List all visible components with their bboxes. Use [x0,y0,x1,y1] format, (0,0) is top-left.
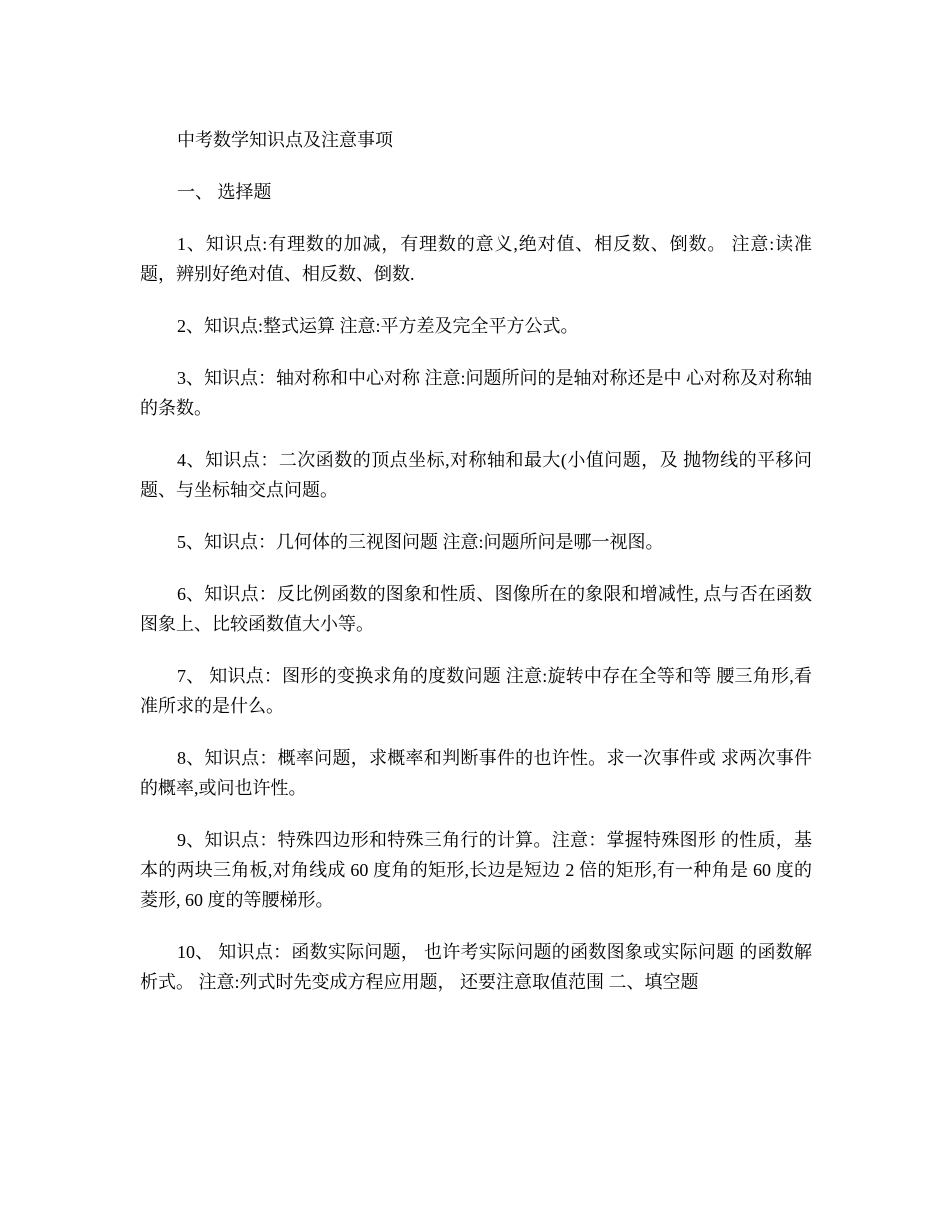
document-body [140,125,812,1019]
knowledge-item-10: 10、 知识点：函数实际问题， 也许考实际问题的函数图象或实际问题 的函数解析式。 注意:列式时先变成方程应用题， 还要注意取值范围 二、填空题 [140,942,812,992]
knowledge-item-4: 4、知识点：二次函数的顶点坐标,对称轴和最大(小值问题，及 抛物线的平移问题、与坐标轴交点问题。 [140,450,812,500]
knowledge-item-6: 6、知识点：反比例函数的图象和性质、图像所在的象限和增减性, 点与否在函数图象上、比较函数值大小等。 [140,584,812,634]
knowledge-item-1: 1、知识点:有理数的加减，有理数的意义,绝对值、相反数、倒数。 注意:读准题，辨别好绝对值、相反数、倒数. [140,234,812,284]
knowledge-item-9: 9、知识点：特殊四边形和特殊三角行的计算。注意：掌握特殊图形 的性质，基本的两块三角板,对角线成 60 度角的矩形,长边是短边 2 倍的矩形,有一种角是 60 度的菱形, 60 度的等腰梯形。 [140,830,812,910]
knowledge-item-7: 7、 知识点：图形的变换求角的度数问题 注意:旋转中存在全等和等 腰三角形,看准所求的是什么。 [140,666,812,716]
document-title: 中考数学知识点及注意事项 [177,130,393,150]
knowledge-item-2: 2、知识点:整式运算 注意:平方差及完全平方公式。 [177,316,579,336]
section-heading: 一、 选择题 [177,182,272,202]
knowledge-item-8: 8、知识点：概率问题，求概率和判断事件的也许性。求一次事件或 求两次事件的概率,或问也许性。 [140,748,812,798]
knowledge-item-3: 3、知识点：轴对称和中心对称 注意:问题所问的是轴对称还是中 心对称及对称轴的条数。 [140,368,812,418]
knowledge-item-5: 5、知识点：几何体的三视图问题 注意:问题所问是哪一视图。 [177,532,664,552]
